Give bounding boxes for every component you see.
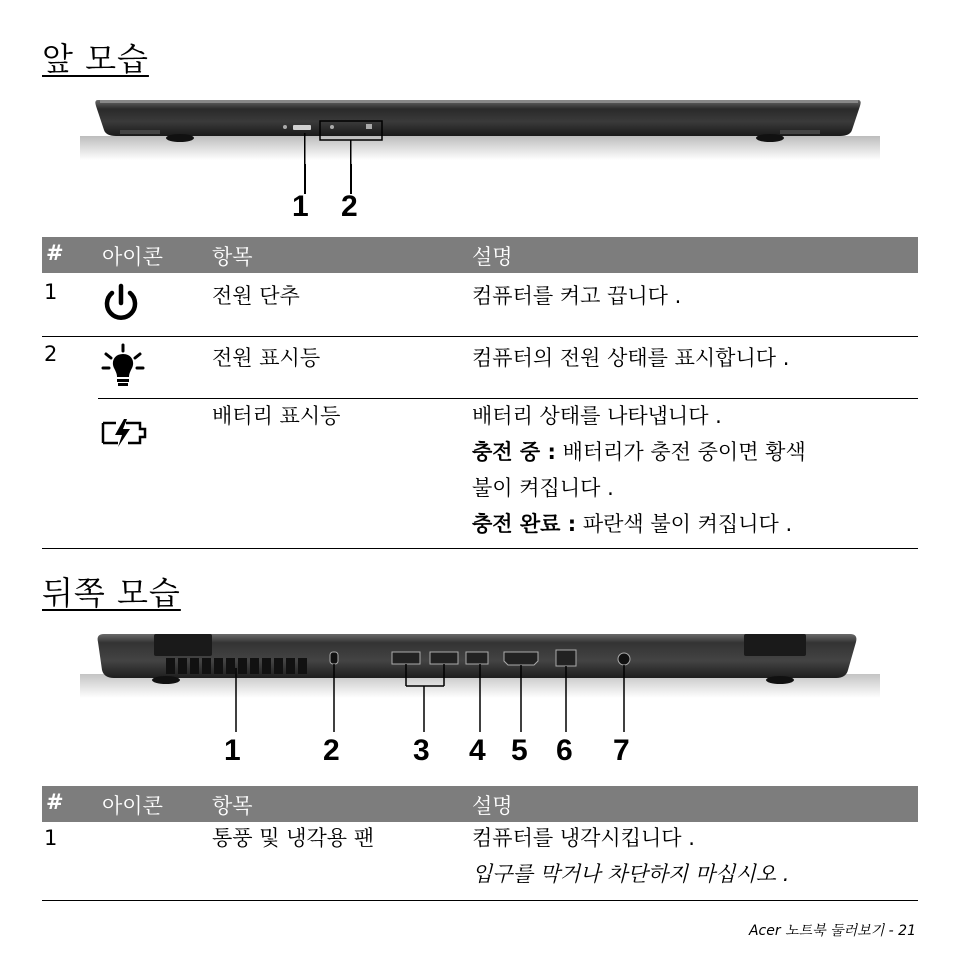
rear-callout-1: 1 [224, 734, 241, 767]
row-num: 1 [44, 826, 58, 850]
front-table-header [42, 237, 918, 273]
row-desc: 컴퓨터를 냉각시킵니다 . [472, 826, 695, 850]
row-desc: 컴퓨터의 전원 상태를 표시합니다 . [472, 346, 790, 370]
header-num: # [46, 241, 64, 265]
header-icon: 아이콘 [102, 794, 163, 818]
charged-text: 파란색 불이 켜집니다 . [582, 512, 793, 536]
light-bulb-icon [100, 343, 146, 389]
laptop-front-illustration [80, 92, 880, 164]
header-icon: 아이콘 [102, 245, 163, 269]
page-number: 21 [898, 923, 916, 939]
charged-line [472, 508, 792, 540]
rear-table-header [42, 786, 918, 822]
row-divider [98, 398, 918, 399]
page-footer [749, 920, 916, 940]
row-item: 전원 표시등 [212, 346, 321, 370]
rear-callout-6: 6 [556, 734, 573, 767]
power-icon [100, 283, 142, 325]
front-callout-2: 2 [341, 190, 358, 223]
row-item: 배터리 표시등 [212, 404, 341, 428]
charging-text-continued: 불이 켜집니다 . [472, 476, 614, 500]
header-desc: 설명 [472, 245, 513, 269]
rear-callout-5: 5 [511, 734, 528, 767]
row-num: 1 [44, 280, 58, 304]
front-callout-1: 1 [292, 190, 309, 223]
rear-callout-3: 3 [413, 734, 430, 767]
row-note: 입구를 막거나 차단하지 마십시오 . [472, 862, 790, 886]
front-view-title: 앞 모습 [42, 40, 149, 78]
laptop-rear-illustration [80, 628, 880, 748]
header-item: 항목 [212, 245, 253, 269]
battery-charging-icon [100, 418, 148, 448]
rear-callout-4: 4 [469, 734, 486, 767]
rear-callout-2: 2 [323, 734, 340, 767]
header-desc: 설명 [472, 794, 513, 818]
row-item: 전원 단추 [212, 284, 300, 308]
charging-text: 배터리가 충전 중이면 황색 [562, 440, 806, 464]
rear-callout-7: 7 [613, 734, 630, 767]
charged-label: 충전 완료 : [472, 512, 577, 536]
rear-view-title: 뒤쪽 모습 [42, 574, 181, 612]
row-desc: 컴퓨터를 켜고 끕니다 . [472, 284, 682, 308]
row-num: 2 [44, 342, 58, 366]
table-bottom-rule [42, 548, 918, 549]
footer-text: 노트북 둘러보기 - [785, 923, 894, 939]
footer-brand: Acer [748, 923, 781, 939]
charging-label: 충전 중 : [472, 440, 556, 464]
row-desc: 배터리 상태를 나타냅니다 . [472, 404, 722, 428]
header-item: 항목 [212, 794, 253, 818]
row-divider [42, 336, 918, 337]
table-bottom-rule [42, 900, 918, 901]
header-num: # [46, 790, 64, 814]
charging-line [472, 436, 806, 468]
row-item: 통풍 및 냉각용 팬 [212, 826, 375, 850]
